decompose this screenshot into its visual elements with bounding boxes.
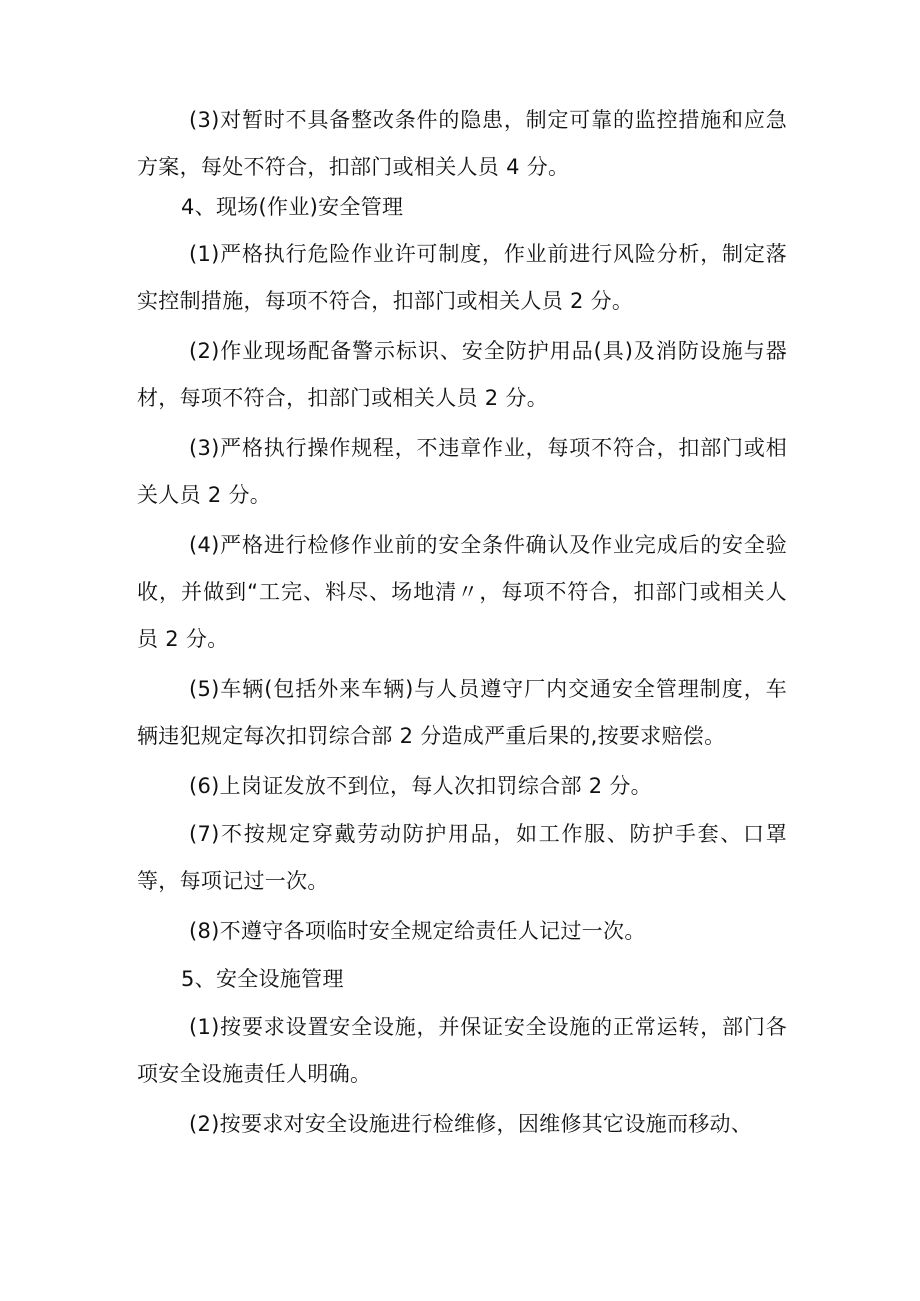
paragraph-item-1-work-permit: (1)严格执行危险作业许可制度，作业前进行风险分析，制定落实控制措施，每项不符合，扣部门或相关人员 2 分。 <box>137 242 787 313</box>
paragraph-item-3-operating-rules: (3)严格执行操作规程，不违章作业，每项不符合，扣部门或相关人员 2 分。 <box>137 436 787 507</box>
paragraph-item-2-facility-maintenance: (2)按要求对安全设施进行检维修，因维修其它设施而移动、 <box>189 1112 753 1136</box>
paragraph-item-6-work-certificate: (6)上岗证发放不到位，每人次扣罚综合部 2 分。 <box>189 774 652 798</box>
paragraph-item-3-hazard-monitoring: (3)对暂时不具备整改条件的隐患，制定可靠的监控措施和应急方案，每处不符合，扣部门或相关人员 4 分。 <box>137 108 787 179</box>
paragraph-item-2-site-equipment: (2)作业现场配备警示标识、安全防护用品(具)及消防设施与器材，每项不符合，扣部门或相关人员 2 分。 <box>137 339 787 410</box>
paragraph-item-4-maintenance-check: (4)严格进行检修作业前的安全条件确认及作业完成后的安全验收，并做到“工完、料尽、场地清〃，每项不符合，扣部门或相关人员 2 分。 <box>137 533 787 651</box>
section-heading-site-safety: 4、现场(作业)安全管理 <box>181 195 404 219</box>
paragraph-item-7-protective-gear: (7)不按规定穿戴劳动防护用品，如工作服、防护手套、口罩等，每项记过一次。 <box>137 822 787 893</box>
section-heading-safety-facilities: 5、安全设施管理 <box>181 967 344 991</box>
paragraph-item-1-facility-setup: (1)按要求设置安全设施，并保证安全设施的正常运转，部门各项安全设施责任人明确。 <box>137 1015 787 1086</box>
paragraph-item-5-traffic-rules: (5)车辆(包括外来车辆)与人员遵守厂内交通安全管理制度，车辆违犯规定每次扣罚综合部 2 分造成严重后果的,按要求赔偿。 <box>137 677 787 748</box>
paragraph-item-8-temporary-rules: (8)不遵守各项临时安全规定给责任人记过一次。 <box>189 919 646 943</box>
